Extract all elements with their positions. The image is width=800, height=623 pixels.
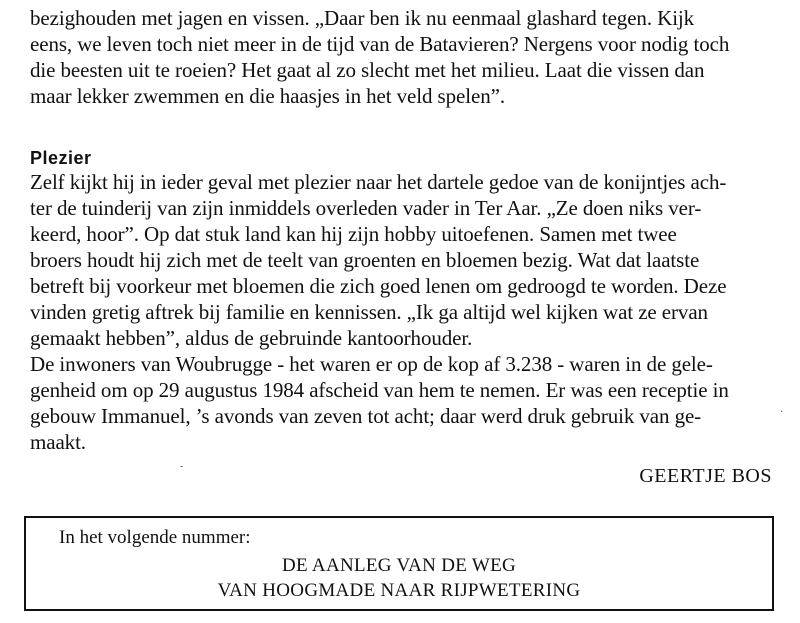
body-line-8: De inwoners van Woubrugge - het waren er op de kop af 3.238 - waren in de gele- [30,352,713,376]
intro-line-4: maar lekker zwemmen en die haasjes in het veld spelen”. [30,84,505,108]
body-line-4: broers houdt hij zich met de teelt van groenten en bloemen bezig. Wat dat laatste [30,248,700,272]
notice-title-line-1: DE AANLEG VAN DE WEG [282,555,516,576]
author-signature: GEERTJE BOS [639,465,772,487]
section-heading: Plezier [30,148,92,168]
body-line-1: Zelf kijkt hij in ieder geval met plezier naar het dartele gedoe van de konijntjes ach- [30,170,727,194]
next-issue-notice [24,516,774,611]
body-line-5: betreft bij voorkeur met bloemen die zich goed lenen om gedroogd te worden. Deze [30,274,727,298]
body-line-3: keerd, hoor”. Op dat stuk land kan hij zijn hobby uitoefenen. Samen met twee [30,222,677,246]
scan-speck: - [180,461,184,472]
intro-line-1: bezighouden met jagen en vissen. „Daar ben ik nu eenmaal glashard tegen. Kijk [30,6,695,30]
notice-intro: In het volgende nummer: [59,527,251,548]
body-line-9: genheid om op 29 augustus 1984 afscheid van hem te nemen. Er was een receptie in [30,378,729,402]
scan-speck: · [780,407,784,418]
notice-title-line-2: VAN HOOGMADE NAAR RIJPWETERING [217,580,581,601]
body-line-11: maakt. [30,430,86,454]
intro-line-3: die beesten uit te roeien? Het gaat al zo slecht met het milieu. Laat die vissen dan [30,58,705,82]
body-line-2: ter de tuinderij van zijn inmiddels overleden vader in Ter Aar. „Ze doen niks ver- [30,196,702,220]
body-line-10: gebouw Immanuel, ’s avonds van zeven tot acht; daar werd druk gebruik van ge- [30,404,702,428]
intro-line-2: eens, we leven toch niet meer in de tijd van de Batavieren? Nergens voor nodig toch [30,32,730,56]
body-line-7: gemaakt hebben”, aldus de gebruinde kantoorhouder. [30,326,473,350]
body-line-6: vinden gretig aftrek bij familie en kennissen. „Ik ga altijd wel kijken wat ze ervan [30,300,708,324]
